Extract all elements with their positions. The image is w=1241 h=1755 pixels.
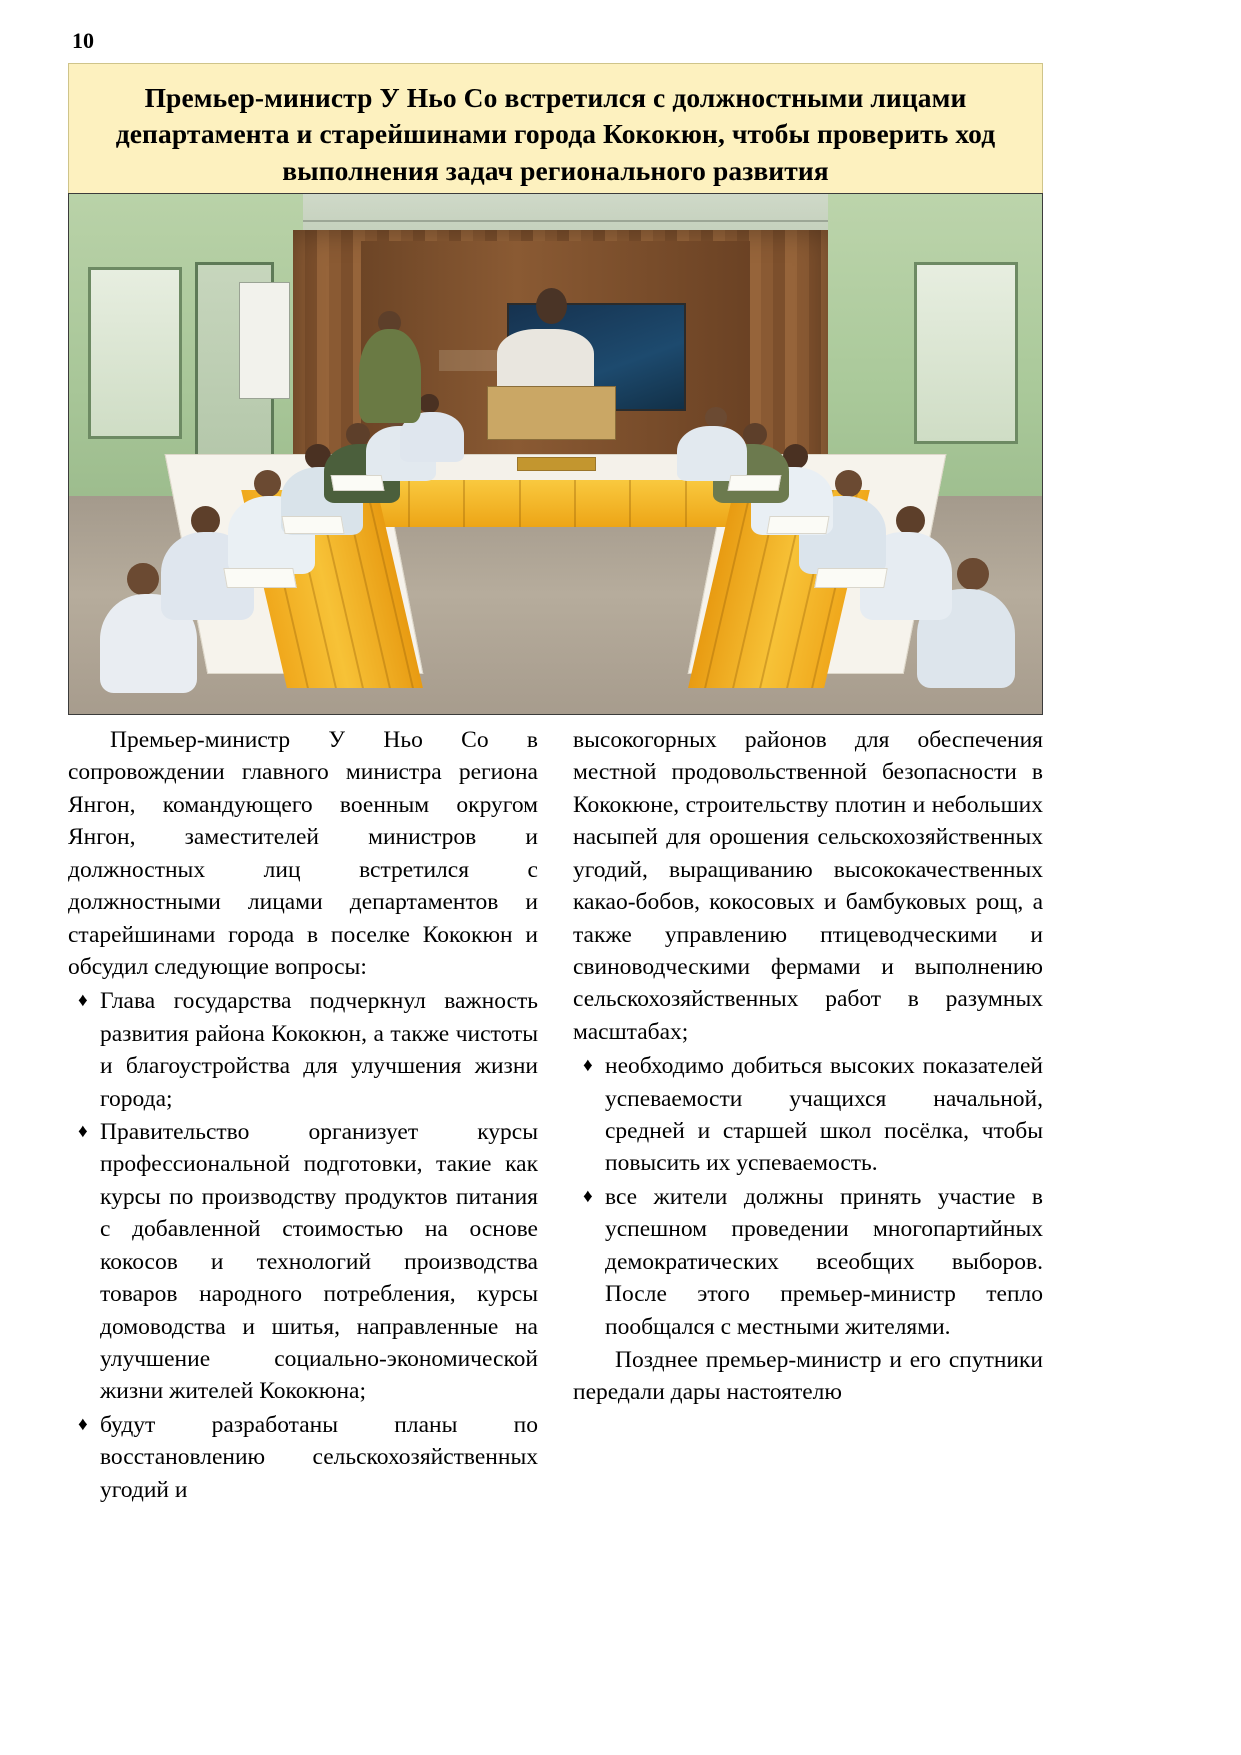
attendee-body bbox=[677, 426, 747, 481]
list-item-text: Глава государства подчеркнул важность развития района Кококюн, а также чистоты и благоустройства для улучшения жизни города; bbox=[100, 988, 538, 1112]
document-on-table bbox=[766, 516, 829, 534]
document-on-table bbox=[814, 568, 888, 588]
wall-poster bbox=[239, 282, 290, 398]
name-plate bbox=[517, 457, 597, 471]
attendee-head bbox=[419, 394, 438, 413]
attendee-head bbox=[743, 423, 766, 446]
wall-sign-left bbox=[439, 350, 497, 371]
speaker-head bbox=[536, 288, 567, 324]
bullet-icon: ♦ bbox=[78, 1413, 88, 1435]
window-right bbox=[914, 262, 1017, 445]
list-item bbox=[573, 1181, 1043, 1343]
lead-paragraph: Премьер-министр У Ньо Со в сопровождении главного министра региона Янгон, командующего военным округом Янгон, заместителей министров и должностных лиц встретился с должностными лицами департаментов и старейшинами города в поселке Кококюн и обсудил следующие вопросы: bbox=[68, 727, 538, 980]
attendee-head bbox=[705, 407, 726, 428]
attendee-head bbox=[254, 470, 281, 497]
article-photo bbox=[68, 193, 1043, 715]
list-item bbox=[68, 1116, 538, 1408]
attendee-head bbox=[127, 563, 158, 595]
table-skirt-head bbox=[371, 480, 741, 527]
list-item bbox=[68, 1409, 538, 1506]
podium bbox=[487, 386, 615, 440]
attendee-head bbox=[835, 470, 862, 497]
list-item-text: Правительство организует курсы профессиональной подготовки, такие как курсы по производству продуктов питания с добавленной стоимостью на основе кокосов и технологий производства товаров народного потребления, курсы домоводства и шитья, направленные на улучшение социально-экономической жизни жителей Кококюна; bbox=[100, 1119, 538, 1405]
list-item-text: необходимо добиться высоких показателей успеваемости учащихся начальной, средней и старшей школ посёлка, чтобы повысить их успеваемость. bbox=[605, 1053, 1043, 1177]
attendee-head bbox=[191, 506, 220, 535]
standing-officer-body bbox=[359, 329, 421, 423]
document-on-table bbox=[281, 516, 344, 534]
article-column-left bbox=[68, 724, 538, 1507]
page-number: 10 bbox=[72, 28, 94, 53]
list-item-text: будут разработаны планы по восстановлению сельскохозяйственных угодий и bbox=[100, 1411, 538, 1503]
article-body bbox=[68, 724, 1043, 1724]
document-on-table bbox=[727, 475, 780, 491]
speaker-body bbox=[497, 329, 594, 391]
window-left bbox=[88, 267, 182, 439]
list-item-text: все жители должны принять участие в успешном проведении многопартийных демократических всеобщих выборов. После этого премьер-министр тепло пообщался с местными жителями. bbox=[605, 1183, 1043, 1340]
closing-paragraph: Позднее премьер-министр и его спутники передали дары настоятелю bbox=[573, 1347, 1043, 1406]
attendee-head bbox=[957, 558, 988, 590]
bullet-icon: ♦ bbox=[78, 990, 88, 1012]
bullet-icon: ♦ bbox=[583, 1185, 593, 1207]
photo-scene bbox=[69, 194, 1042, 714]
article-column-right bbox=[573, 724, 1043, 1411]
document-on-table bbox=[330, 475, 383, 491]
continuation-paragraph: высокогорных районов для обеспечения местной продовольственной безопасности в Кококюне, строительству плотин и небольших насыпей для орошения сельскохозяйственных угодий, выращиванию высококачественных какао-бобов, кокосовых и бамбуковых рощ, а также управлению птицеводческими и свиноводческими фермами и выполнению сельскохозяйственных работ в разумных масштабах; bbox=[573, 727, 1043, 1045]
document-on-table bbox=[223, 568, 297, 588]
attendee-head bbox=[346, 423, 369, 446]
bullet-icon: ♦ bbox=[583, 1055, 593, 1077]
headline-text: Премьер-министр У Ньо Со встретился с должностными лицами департамента и старейшинами города Кококюн, чтобы проверить ход выполнения задач регионального развития bbox=[115, 82, 996, 186]
list-item bbox=[573, 1050, 1043, 1180]
headline-banner bbox=[68, 63, 1043, 208]
bullet-icon: ♦ bbox=[78, 1121, 88, 1143]
list-item bbox=[68, 985, 538, 1115]
